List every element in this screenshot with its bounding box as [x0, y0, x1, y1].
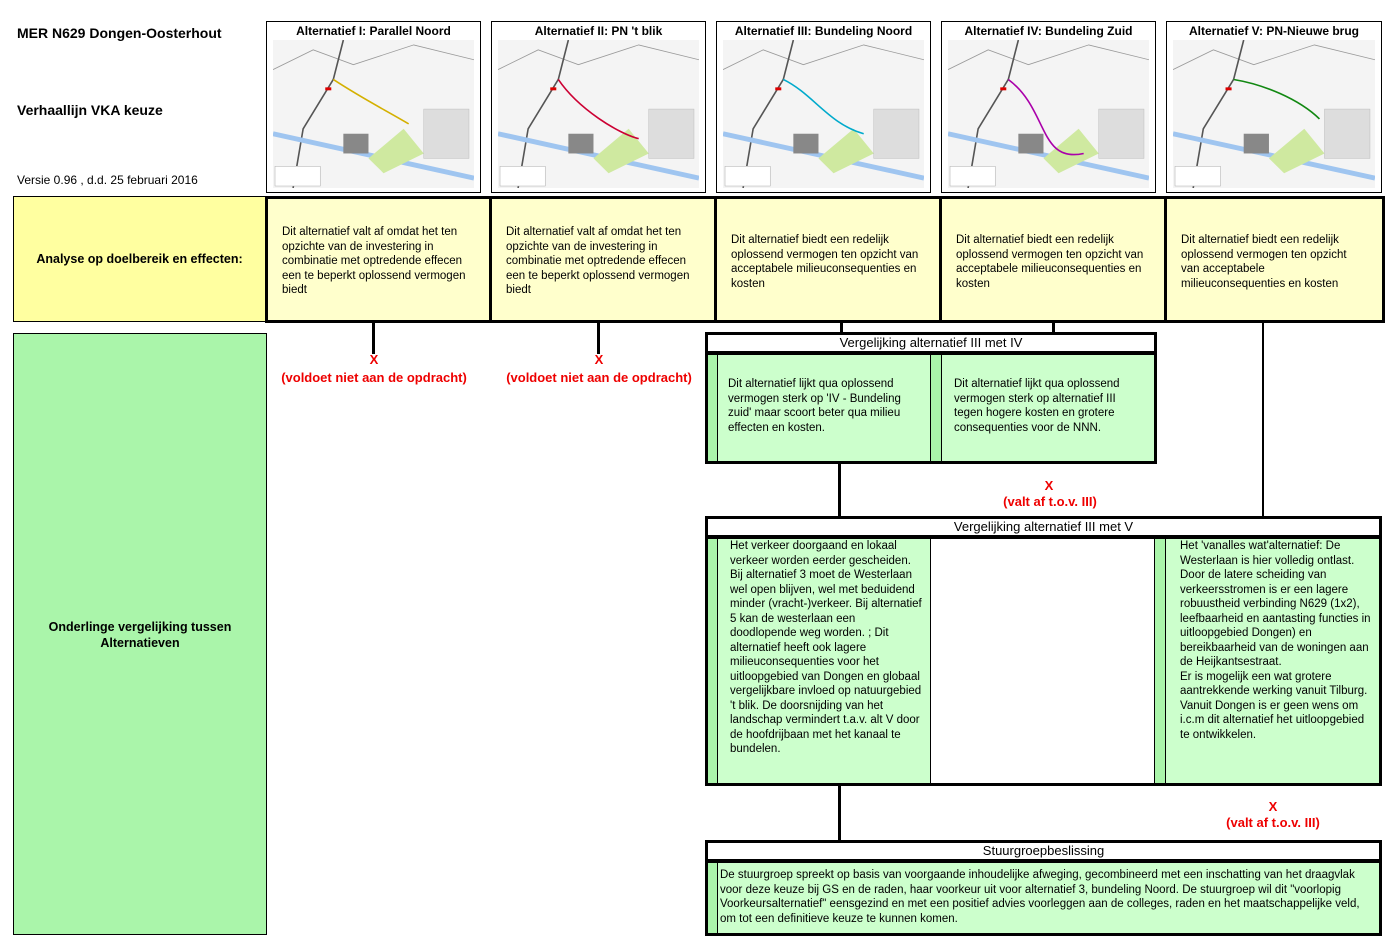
- map-town: [1099, 109, 1144, 158]
- alt-header-1: [266, 21, 481, 193]
- analysis-row-label-text: Analyse op doelbereik en effecten:: [36, 252, 243, 266]
- map-town: [649, 109, 694, 158]
- map-town: [424, 109, 469, 158]
- analysis-cell-4: Dit alternatief biedt een redelijk oplossend vermogen ten opzicht van acceptabele milieuconsequenties en kosten: [942, 199, 1164, 320]
- map-industrial-area: [793, 134, 818, 154]
- map-legend: [1175, 166, 1220, 186]
- map-legend: [725, 166, 770, 186]
- map-town: [1325, 109, 1370, 158]
- connector-alt-2: [597, 322, 600, 354]
- comparison-3-4-right: Dit alternatief lijkt qua oplossend vermogen sterk op alternatief III tegen hogere kosten en grotere consequenties voor de NNN.: [942, 355, 1154, 461]
- alt-header-4: [941, 21, 1156, 193]
- analysis-cell-5: Dit alternatief biedt een redelijk oplossend vermogen ten opzicht van acceptabele milieuconsequenties en kosten: [1167, 199, 1382, 320]
- connector-alt-1: [372, 322, 375, 354]
- version-label: Versie 0.96 , d.d. 25 februari 2016: [17, 173, 198, 187]
- map-marker: [550, 87, 556, 90]
- analysis-row-label: [13, 196, 266, 322]
- map-image-3: [723, 40, 924, 188]
- map-image-4: [948, 40, 1149, 188]
- map-alt-4: [948, 40, 1149, 188]
- alt-title-2: Alternatief II: PN 't blik: [534, 24, 663, 38]
- connector-3-4-to-3-5: [838, 464, 841, 518]
- reject-mark-alt-2: X: [594, 352, 604, 367]
- analysis-cell-2: Dit alternatief valt af omdat het ten opzichte van de investering in combinatie met optredende effecen een te beperkt oplossend vermogen biedt: [492, 199, 714, 320]
- alt-header-3: [716, 21, 931, 193]
- analysis-cell-1: Dit alternatief valt af omdat het ten opzichte van de investering in combinatie met optredende effecen een te beperkt oplossend vermogen biedt: [268, 199, 489, 320]
- decision-title: Stuurgroepbeslissing: [705, 840, 1382, 862]
- alt-title-1: Alternatief I: Parallel Noord: [296, 24, 451, 38]
- map-alt-2: [498, 40, 699, 188]
- map-image-5: [1173, 40, 1375, 188]
- comparison-3-4-left: Dit alternatief lijkt qua oplossend vermogen sterk op 'IV - Bundeling zuid' maar scoort beter qua milieu effecten en kosten.: [718, 355, 930, 461]
- map-image-2: [498, 40, 699, 188]
- comparison-3-5-title: Vergelijking alternatief III met V: [705, 516, 1382, 538]
- map-industrial-area: [568, 134, 593, 154]
- comparison-row-label: [13, 333, 267, 935]
- reject-mark-alt-1: X: [369, 352, 379, 367]
- reject-mark-alt-4: X: [1044, 478, 1054, 493]
- reject-mark-alt-5: X: [1268, 799, 1278, 814]
- map-alt-3: [723, 40, 924, 188]
- map-industrial-area: [1244, 134, 1269, 154]
- alt-title-5: Alternatief V: PN-Nieuwe brug: [1188, 24, 1360, 38]
- alt-title-3: Alternatief III: Bundeling Noord: [734, 24, 913, 38]
- map-legend: [500, 166, 545, 186]
- alt-title-4: Alternatief IV: Bundeling Zuid: [964, 24, 1133, 38]
- map-marker: [775, 87, 781, 90]
- alt-header-5: [1166, 21, 1382, 193]
- alt-header-2: [491, 21, 706, 193]
- page-subtitle: Verhaallijn VKA keuze: [17, 102, 163, 118]
- map-industrial-area: [343, 134, 368, 154]
- map-alt-1: [273, 40, 474, 188]
- reject-label-alt-4: (valt af t.o.v. III): [1003, 494, 1097, 509]
- decision-text: De stuurgroep spreekt op basis van voorgaande inhoudelijke afweging, gecombineerd met een inschatting van het draagvlak voor deze keuze bij GS en de raden, haar voorkeur uit voor alternatief 3, bundeling Noord. De stuurgroep wil dit "voorlopig Voorkeursalternatief" eensgezind en met een positief advies voorleggen aan de colleges, raden en het maatschappelijke veld, om tot een definitieve keuze te kunnen komen.: [718, 863, 1379, 933]
- map-industrial-area: [1018, 134, 1043, 154]
- project-title: MER N629 Dongen-Oosterhout: [17, 25, 222, 41]
- comparison-3-5-left: Het verkeer doorgaand en lokaal verkeer worden eerder gescheiden. Bij alternatief 3 moet de Westerlaan wel open blijven, wel met beduidend minder (vracht-)verkeer. Bij alternatief 5 kan de westerlaan een doodlopende weg worden. ; Dit alternatief heeft ook lagere milieuconsequenties voor het uitloopgebied van Dongen en globaal vergelijkbare invloed op natuurgebied 't blik. De doorsnijding van het landschap vermindert t.a.v. alt V door de hoofdrijbaan met het kanaal te bundelen.: [718, 539, 930, 783]
- map-legend: [275, 166, 320, 186]
- map-marker: [325, 87, 331, 90]
- connector-3-5-to-decision: [838, 786, 841, 842]
- comparison-3-5-middle: [931, 539, 1154, 783]
- comparison-row-label-text: Onderlinge vergelijking tussen Alternatieven: [48, 620, 232, 650]
- map-marker: [1000, 87, 1006, 90]
- map-alt-5: [1173, 40, 1375, 188]
- map-marker: [1226, 87, 1232, 90]
- map-legend: [950, 166, 995, 186]
- reject-label-alt-1: (voldoet niet aan de opdracht): [281, 370, 467, 385]
- analysis-cell-3: Dit alternatief biedt een redelijk oplossend vermogen ten opzicht van acceptabele milieuconsequenties en kosten: [717, 199, 939, 320]
- comparison-3-4-title: Vergelijking alternatief III met IV: [705, 332, 1157, 354]
- reject-label-alt-2: (voldoet niet aan de opdracht): [506, 370, 692, 385]
- comparison-3-5-right: Het 'vanalles wat'alternatief: De Westerlaan is hier volledig ontlast. Door de latere scheiding van verkeersstromen is er een lagere robuustheid verbinding N629 (1x2), leefbaarheid en aantasting functies in uitloopgebied Dongen) en bereikbaarheid van de woningen aan de Heijkantsestraat. Er is mogelijk een wat grotere aantrekkende werking vanuit Tilburg. Vanuit Dongen is er geen wens om i.c.m dit alternatief het uitloopgebied te ontwikkelen.: [1166, 539, 1379, 783]
- map-town: [874, 109, 919, 158]
- map-image-1: [273, 40, 474, 188]
- connector-alt-5: [1262, 322, 1264, 518]
- reject-label-alt-5: (valt af t.o.v. III): [1226, 815, 1320, 830]
